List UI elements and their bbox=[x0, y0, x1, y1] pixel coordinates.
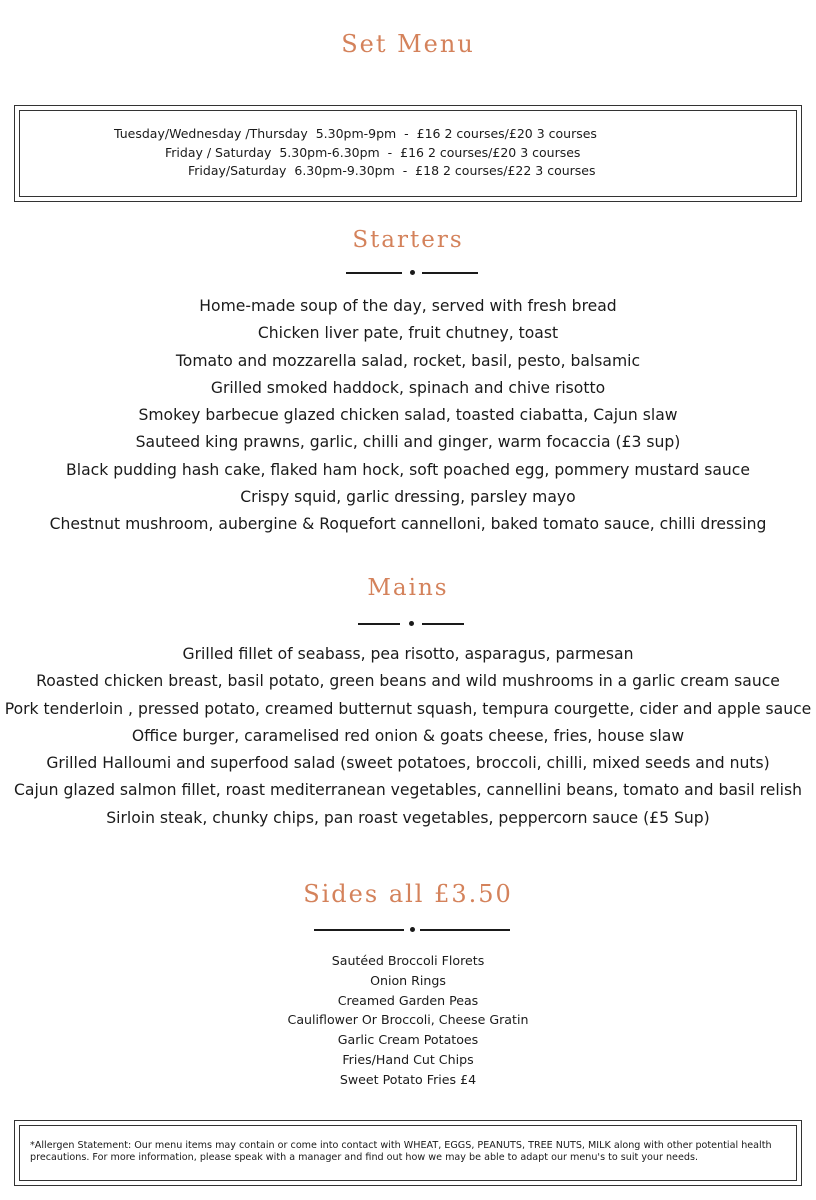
list-item: Office burger, caramelised red onion & goats cheese, fries, house slaw bbox=[131, 726, 685, 745]
list-item: Black pudding hash cake, flaked ham hock, soft poached egg, pommery mustard sauce bbox=[66, 460, 750, 479]
list-item: Crispy squid, garlic dressing, parsley mayo bbox=[240, 488, 576, 507]
list-item: Smokey barbecue glazed chicken salad, toasted ciabatta, Cajun slaw bbox=[138, 406, 678, 425]
list-item: Tomato and mozzarella salad, rocket, basil, pesto, balsamic bbox=[175, 351, 641, 370]
hours-line-1: Tuesday/Wednesday /Thursday 5.30pm-9pm - £16 2 courses/£20 3 courses bbox=[114, 126, 597, 141]
list-item: Chicken liver pate, fruit chutney, toast bbox=[257, 324, 559, 343]
divider-dot bbox=[409, 621, 414, 626]
list-item: Cajun glazed salmon fillet, roast mediterranean vegetables, cannellini beans, tomato and basil relish bbox=[14, 781, 802, 800]
starters-list bbox=[0, 293, 816, 539]
mains-heading: Mains bbox=[367, 575, 449, 601]
divider-line-left bbox=[314, 929, 404, 931]
list-item: Fries/Hand Cut Chips bbox=[342, 1051, 474, 1067]
list-item: Sirloin steak, chunky chips, pan roast vegetables, peppercorn sauce (£5 Sup) bbox=[106, 808, 710, 827]
page-title: Set Menu bbox=[341, 30, 475, 58]
divider-dot bbox=[410, 270, 415, 275]
list-item: Home-made soup of the day, served with fresh bread bbox=[199, 297, 617, 315]
divider-line-left bbox=[346, 272, 402, 274]
list-item: Sauteed king prawns, garlic, chilli and ginger, warm focaccia (£3 sup) bbox=[135, 433, 681, 452]
hours-line-3: Friday/Saturday 6.30pm-9.30pm - £18 2 courses/£22 3 courses bbox=[188, 163, 596, 178]
list-item: Grilled Halloumi and superfood salad (sweet potatoes, broccoli, chilli, mixed seeds and nuts) bbox=[46, 754, 770, 773]
sides-list bbox=[0, 951, 816, 1090]
list-item: Creamed Garden Peas bbox=[337, 992, 479, 1008]
divider-line-left bbox=[358, 623, 400, 625]
list-item: Chestnut mushroom, aubergine & Roquefort cannelloni, baked tomato sauce, chilli dressing bbox=[49, 515, 767, 534]
starters-heading: Starters bbox=[352, 227, 464, 253]
divider-line-right bbox=[422, 272, 478, 274]
sides-heading: Sides all £3.50 bbox=[303, 880, 513, 908]
list-item: Onion Rings bbox=[370, 972, 446, 988]
mains-list bbox=[0, 641, 816, 832]
divider-line-right bbox=[422, 623, 464, 625]
list-item: Garlic Cream Potatoes bbox=[337, 1032, 479, 1048]
list-item: Grilled smoked haddock, spinach and chive risotto bbox=[210, 378, 606, 397]
list-item: Roasted chicken breast, basil potato, green beans and wild mushrooms in a garlic cream sauce bbox=[36, 672, 780, 691]
list-item: Sautéed Broccoli Florets bbox=[331, 953, 485, 968]
list-item: Pork tenderloin , pressed potato, creamed butternut squash, tempura courgette, cider and apple sauce bbox=[4, 699, 812, 718]
list-item: Sweet Potato Fries £4 bbox=[339, 1071, 477, 1087]
list-item: Cauliflower Or Broccoli, Cheese Gratin bbox=[287, 1012, 529, 1028]
allergen-statement: *Allergen Statement: Our menu items may contain or come into contact with WHEAT, EGGS, PEANUTS, TREE NUTS, MILK along with other potential health precautions. For more information, please speak with a manager and find out how we may be able to adapt our menu's to suit your needs. bbox=[30, 1140, 772, 1163]
hours-line-2: Friday / Saturday 5.30pm-6.30pm - £16 2 courses/£20 3 courses bbox=[165, 145, 581, 160]
list-item: Grilled fillet of seabass, pea risotto, asparagus, parmesan bbox=[182, 645, 634, 663]
divider-line-right bbox=[420, 929, 510, 931]
divider-dot bbox=[410, 927, 415, 932]
